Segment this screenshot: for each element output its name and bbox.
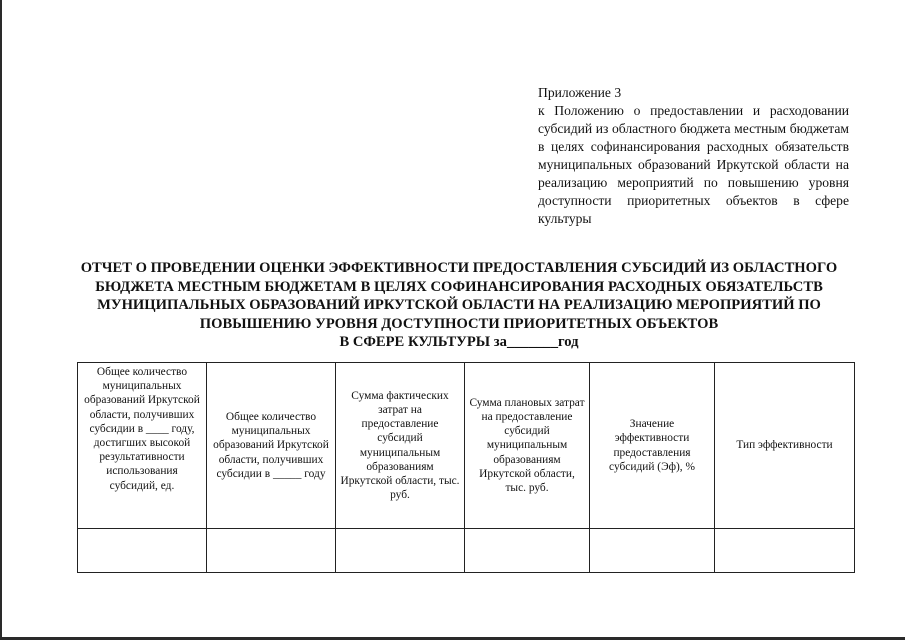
report-table <box>77 362 855 573</box>
table-cell <box>78 529 207 573</box>
appendix-title: Приложение 3 <box>538 85 622 100</box>
report-title-line-5: В СФЕРЕ КУЛЬТУРЫ за_______год <box>339 334 579 350</box>
report-title <box>40 259 878 352</box>
report-title-line-3: МУНИЦИПАЛЬНЫХ ОБРАЗОВАНИЙ ИРКУТСКОЙ ОБЛАСТИ НА РЕАЛИЗАЦИЮ МЕРОПРИЯТИЙ ПО <box>97 297 821 313</box>
header-efficiency-value: Значение эффективности предоставления субсидий (Эф), % <box>590 363 715 529</box>
appendix-text: к Положению о предоставлении и расходовании субсидий из областного бюджета местным бюджетам в целях софинансирования расходных обязательств муниципальных образований Иркутской области на реализацию мероприятий по повышению уровня доступности приоритетных объектов в сфере культуры <box>538 103 849 226</box>
header-planned-costs: Сумма плановых затрат на предоставление субсидий муниципальным образованиям Иркутской области, тыс. руб. <box>465 363 590 529</box>
header-municipalities-received-subsidies: Общее количество муниципальных образований Иркутской области, получивших субсидии в _____ году <box>207 363 336 529</box>
report-title-line-2: БЮДЖЕТА МЕСТНЫМ БЮДЖЕТАМ В ЦЕЛЯХ СОФИНАНСИРОВАНИЯ РАСХОДНЫХ ОБЯЗАТЕЛЬСТВ <box>95 278 823 295</box>
scan-edge-left <box>0 0 2 640</box>
table-cell <box>590 529 715 573</box>
header-efficiency-type: Тип эффективности <box>715 363 855 529</box>
table-header-row <box>78 363 855 529</box>
table-row <box>78 529 855 573</box>
table-cell <box>715 529 855 573</box>
table-cell <box>465 529 590 573</box>
table-cell <box>336 529 465 573</box>
report-title-line-1: ОТЧЕТ О ПРОВЕДЕНИИ ОЦЕНКИ ЭФФЕКТИВНОСТИ ПРЕДОСТАВЛЕНИЯ СУБСИДИЙ ИЗ ОБЛАСТНОГО <box>80 260 838 276</box>
report-title-line-4: ПОВЫШЕНИЮ УРОВНЯ ДОСТУПНОСТИ ПРИОРИТЕТНЫХ ОБЪЕКТОВ <box>199 315 719 332</box>
header-actual-costs: Сумма фактических затрат на предоставление субсидий муниципальным образованиям Иркутской области, тыс. руб. <box>336 363 465 529</box>
table-cell <box>207 529 336 573</box>
appendix-block <box>538 84 849 228</box>
header-municipalities-high-results: Общее количество муниципальных образований Иркутской области, получивших субсидии в ____ году, достигших высокой результативности использования субсидий, ед. <box>78 363 207 529</box>
